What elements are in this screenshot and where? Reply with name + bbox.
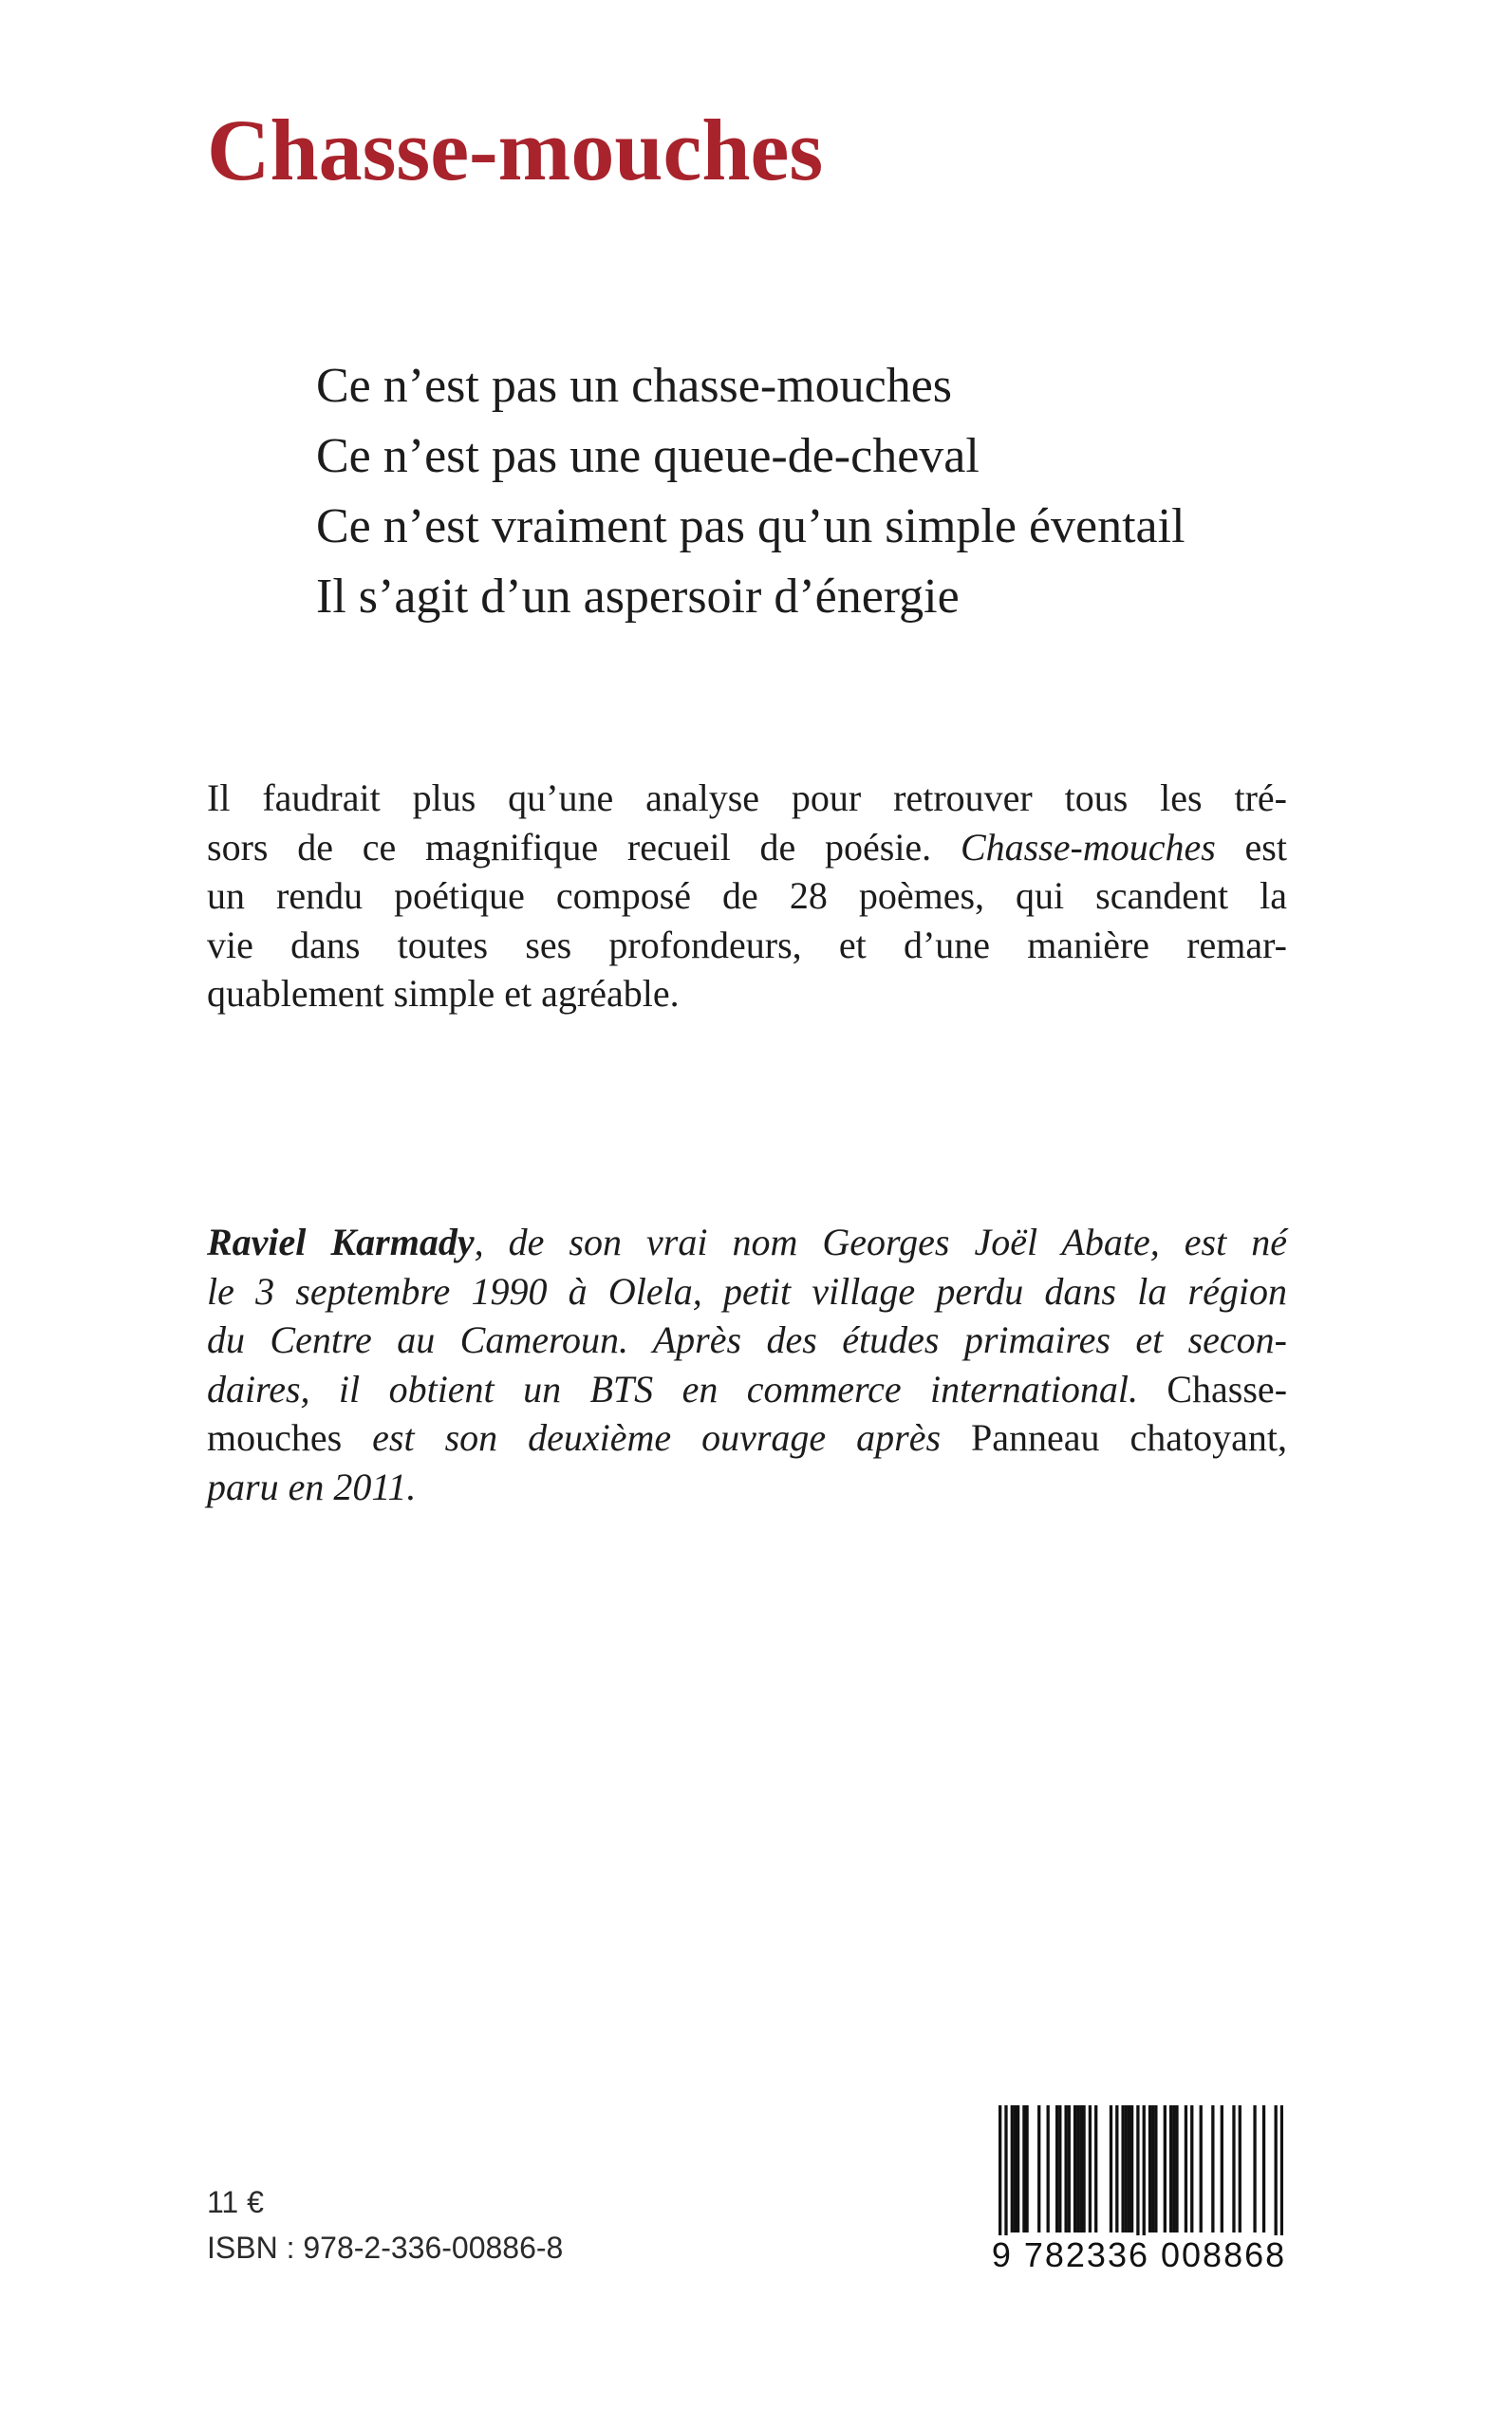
barcode-digits: 9 782336 008868 (982, 2235, 1296, 2275)
bio-line: du Centre au Cameroun. Après des études primaires et secon- (207, 1318, 1287, 1361)
barcode-bar (1169, 2105, 1172, 2233)
barcode-bar (1082, 2105, 1085, 2233)
barcode-bar (1037, 2105, 1040, 2233)
barcode-bar (1232, 2105, 1235, 2233)
blurb-line: quablement simple et agréable. (207, 972, 680, 1015)
barcode-bar (1025, 2105, 1028, 2233)
book-blurb (207, 774, 1287, 1018)
author-name: Raviel Karmady (207, 1221, 475, 1263)
barcode-bar (1221, 2105, 1223, 2233)
blurb-line: un rendu poétique composé de 28 poèmes, qui scandent la (207, 874, 1287, 917)
barcode-bar (1211, 2105, 1214, 2233)
barcode-bar (1130, 2105, 1133, 2233)
barcode-bar (1064, 2105, 1067, 2233)
blurb-line: sors de ce magnifique recueil de poésie. Chasse-mouches est (207, 825, 1287, 869)
barcode-bar (1089, 2105, 1092, 2233)
barcode-bar (1190, 2105, 1193, 2233)
bio-line: Raviel Karmady, de son vrai nom Georges Joël Abate, est né (207, 1221, 1287, 1263)
blurb-line: Il faudrait plus qu’une analyse pour retrouver tous les tré- (207, 776, 1287, 819)
barcode-bar (1172, 2105, 1175, 2233)
barcode-bar (1058, 2105, 1061, 2233)
book-title: Chasse-mouches (207, 102, 824, 198)
barcode-bar (1151, 2105, 1154, 2233)
barcode-bar (1022, 2105, 1025, 2233)
epigraph-verse (316, 351, 1185, 632)
barcode-bar (1154, 2105, 1157, 2233)
barcode-bar (1175, 2105, 1178, 2233)
bio-line: mouches est son deuxième ouvrage après Panneau chatoyant, (207, 1416, 1288, 1459)
barcode-bar (1094, 2105, 1097, 2233)
book-title-italic: Chasse-mouches (960, 825, 1216, 869)
verse-line: Ce n’est pas un chasse-mouches (316, 359, 953, 413)
bio-line: le 3 septembre 1990 à Olela, petit village perdu dans la région (207, 1269, 1287, 1313)
barcode-bar (1121, 2105, 1124, 2233)
verse-line: Ce n’est vraiment pas qu’un simple éventail (316, 499, 1185, 553)
bio-line: daires, il obtient un BTS en commerce international. Chasse- (207, 1367, 1288, 1411)
barcode-bar (1125, 2105, 1128, 2233)
barcode-bar (1011, 2105, 1014, 2233)
barcode-bar (1148, 2105, 1151, 2233)
blurb-line: vie dans toutes ses profondeurs, et d’une manière remar- (207, 923, 1287, 966)
price: 11 € (207, 2185, 264, 2219)
barcode-bar (1017, 2105, 1019, 2233)
author-bio (207, 1218, 1287, 1511)
isbn: ISBN : 978-2-336-00886-8 (207, 2231, 564, 2265)
barcode-bar (1262, 2105, 1265, 2233)
barcode-bar (1079, 2105, 1082, 2233)
barcode-bar (1239, 2105, 1241, 2233)
barcode-bar (1014, 2105, 1017, 2233)
barcode-bar (1164, 2105, 1167, 2233)
barcode-bar (1200, 2105, 1203, 2233)
bio-line: paru en 2011. (207, 1465, 417, 1508)
barcode-bar (1185, 2105, 1187, 2233)
barcode-bar (1076, 2105, 1079, 2233)
barcode-bar (1047, 2105, 1050, 2233)
barcode-bar (1110, 2105, 1112, 2233)
barcode-bar (1128, 2105, 1130, 2233)
barcode-bar (1115, 2105, 1118, 2233)
barcode-bar (1253, 2105, 1256, 2233)
barcode-bar (1068, 2105, 1071, 2233)
barcode-bar (1073, 2105, 1076, 2233)
isbn-barcode (982, 2105, 1296, 2282)
verse-line: Ce n’est pas une queue-de-cheval (316, 429, 980, 483)
barcode-bar (1055, 2105, 1058, 2233)
verse-line: Il s’agit d’un aspersoir d’énergie (316, 570, 960, 624)
